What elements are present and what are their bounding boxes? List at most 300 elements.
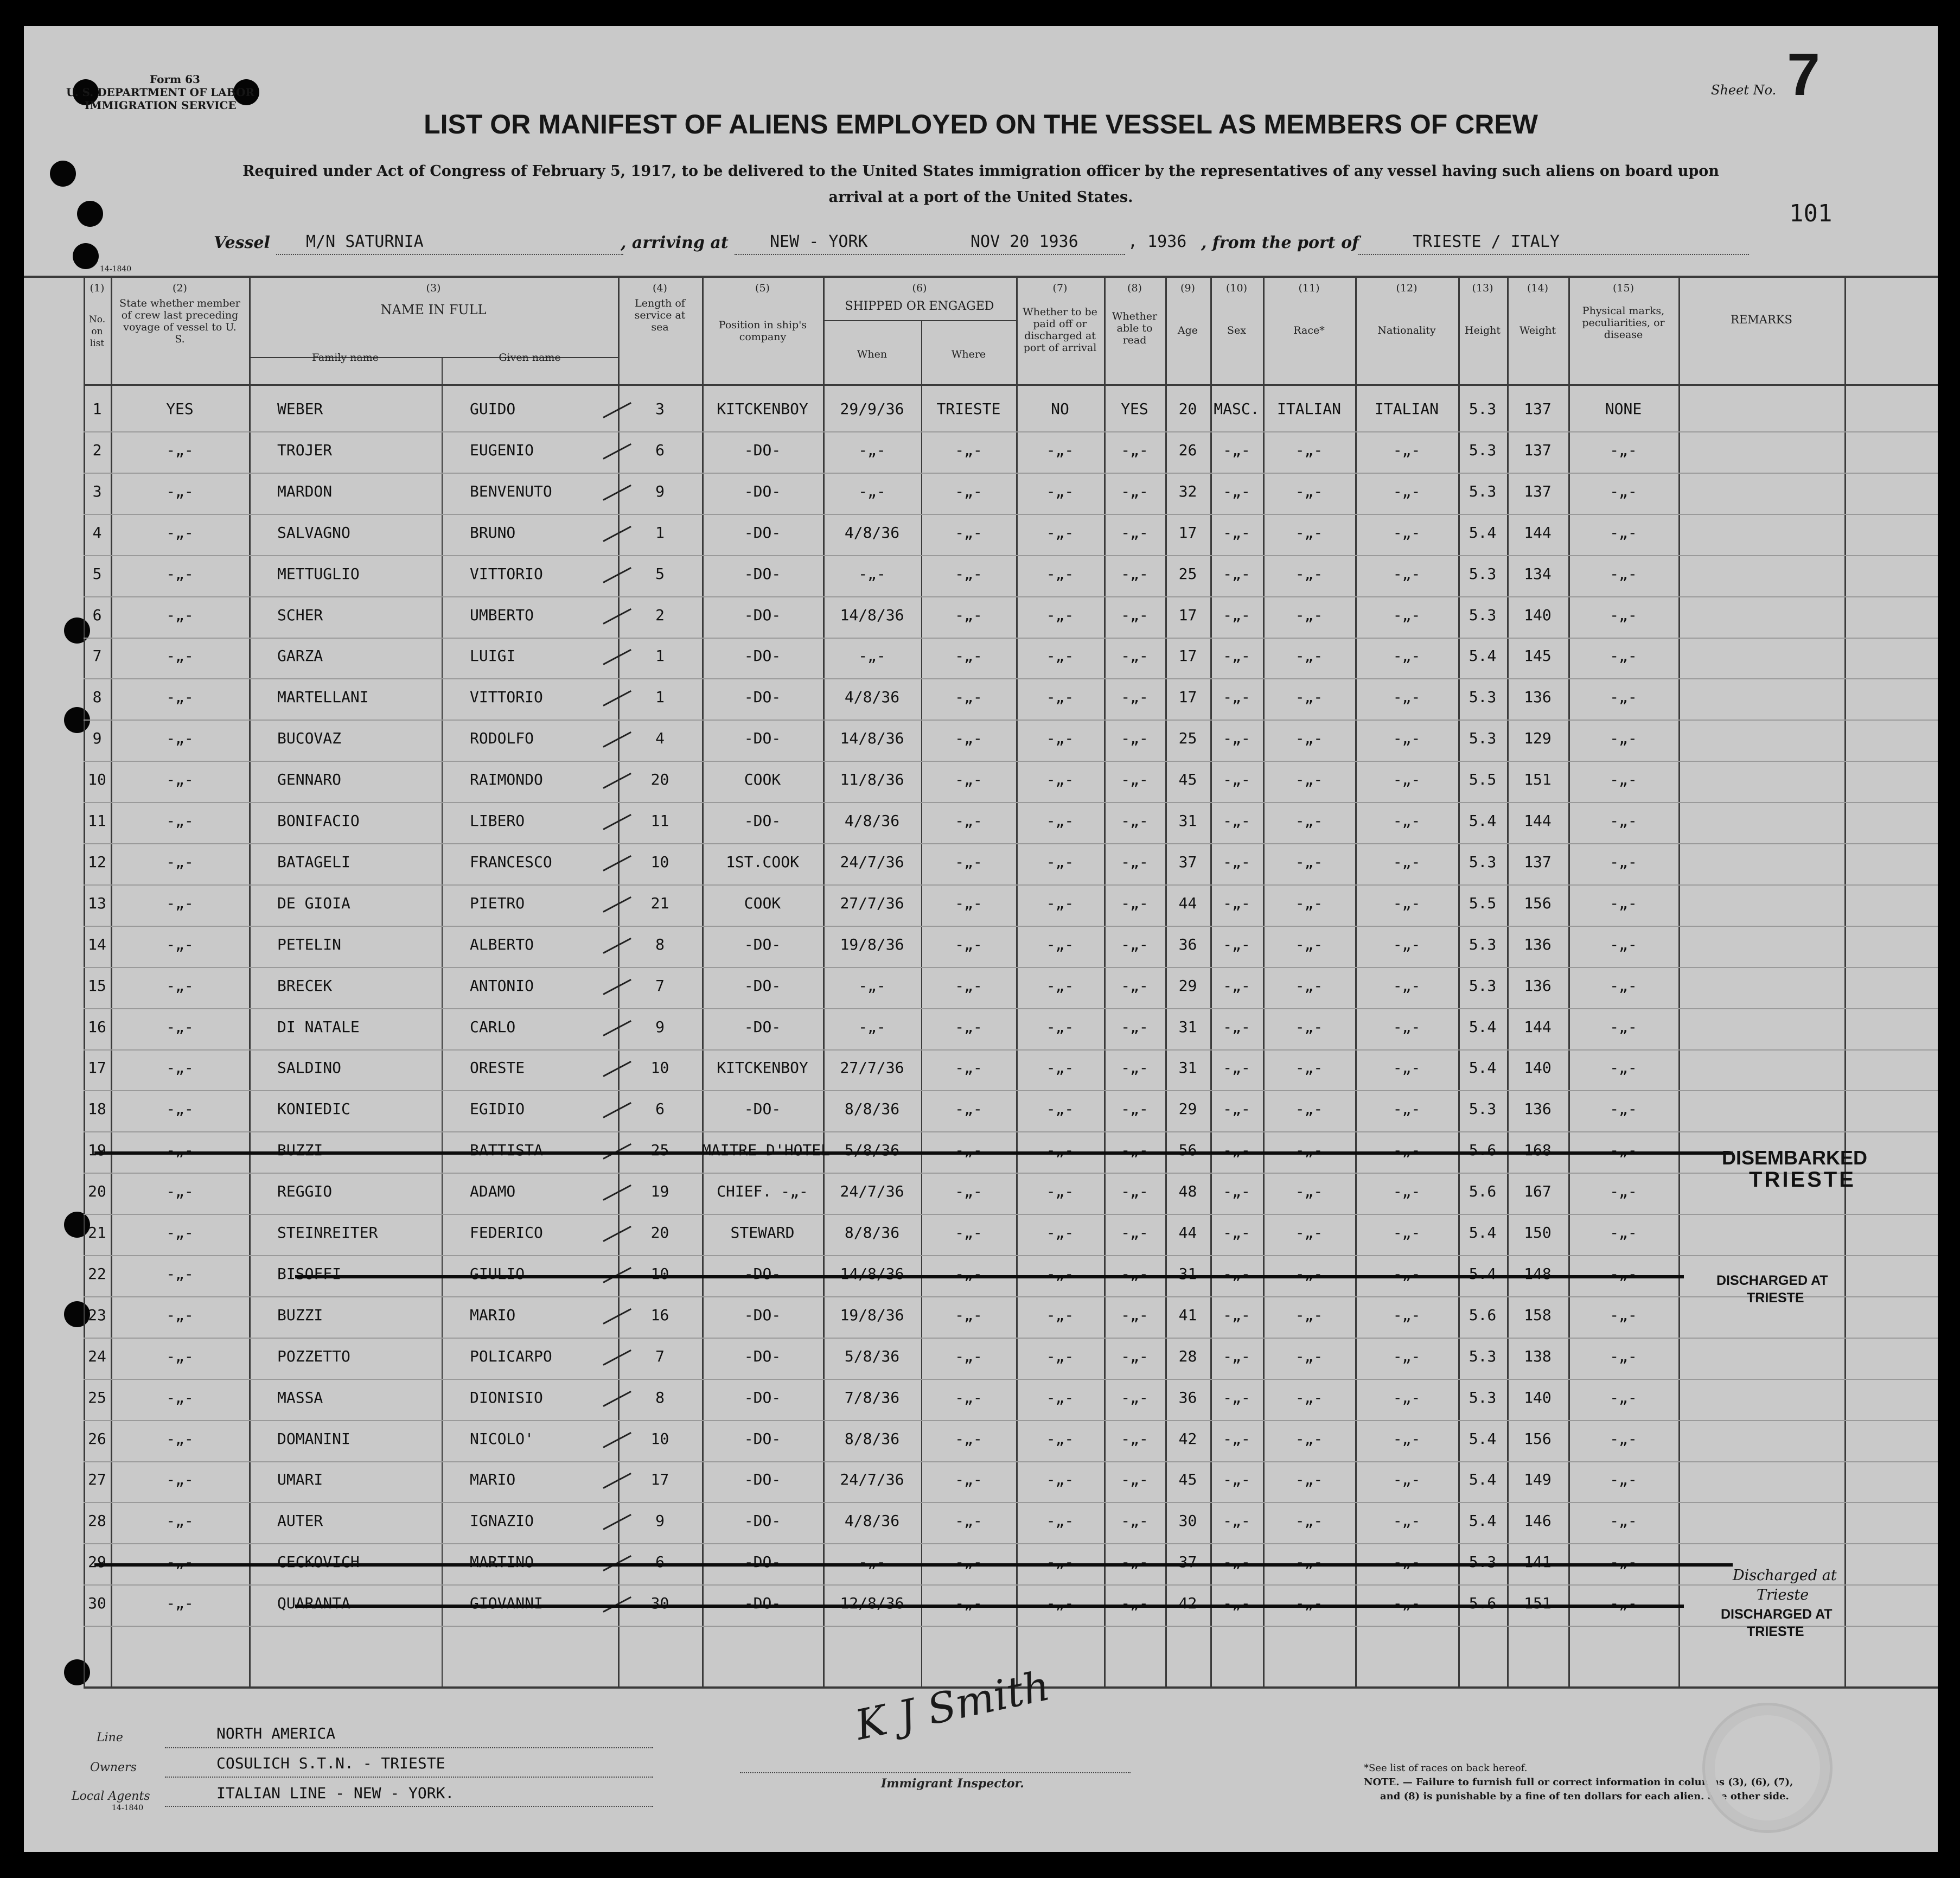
engaged-when: 19/8/36 [840,935,904,953]
position: -DO- [744,1018,781,1036]
family-name: DE GIOIA [277,894,350,912]
row-number: 12 [88,853,106,871]
engaged-where: -„- [955,1224,982,1242]
age: 31 [1178,1059,1197,1077]
family-name: SALDINO [277,1059,342,1077]
paid-off: -„- [1046,771,1074,788]
sex: -„- [1223,894,1250,912]
position: -DO- [744,565,781,583]
remark-handwritten-port: Trieste [1757,1587,1809,1603]
given-name: GIOVANNI [470,1594,543,1612]
weight: 158 [1524,1306,1552,1324]
family-name: METTUGLIO [277,565,360,583]
sex: -„- [1223,1430,1250,1448]
engaged-when: 8/8/36 [844,1224,900,1242]
col-header-able-to-read: Whether able to read [1112,310,1158,346]
length-of-service: 19 [650,1182,669,1200]
physical-marks: NONE [1605,400,1642,418]
given-name: FEDERICO [470,1224,543,1242]
previous-voyage: -„- [166,1265,194,1283]
engaged-when: 24/7/36 [840,1470,904,1488]
nationality: -„- [1393,1182,1421,1200]
row-rule [84,926,1938,927]
able-to-read: -„- [1121,606,1148,624]
length-of-service: 1 [655,647,665,665]
able-to-read: -„- [1121,935,1148,953]
previous-voyage: -„- [166,977,194,995]
engaged-when: 7/8/36 [844,1389,900,1406]
col-header-family-name: Family name [312,352,379,364]
col-header-when: When [857,348,888,360]
physical-marks: -„- [1610,935,1637,953]
height: 5.3 [1469,729,1497,747]
height: 5.4 [1469,1430,1497,1448]
age: 41 [1178,1306,1197,1324]
able-to-read: -„- [1121,771,1148,788]
able-to-read: -„- [1121,647,1148,665]
paid-off: -„- [1046,1265,1074,1283]
row-number: 25 [88,1389,106,1406]
paid-off: -„- [1046,688,1074,706]
able-to-read: -„- [1121,524,1148,542]
paid-off: -„- [1046,1224,1074,1242]
nationality: -„- [1393,1141,1421,1159]
sex: -„- [1223,1306,1250,1324]
engaged-where: -„- [955,482,982,500]
given-name: BRUNO [470,524,516,542]
paid-off: -„- [1046,1018,1074,1036]
line-dotted-line [165,1747,653,1748]
height: 5.4 [1469,1265,1497,1283]
age: 32 [1178,482,1197,500]
height: 5.4 [1469,1018,1497,1036]
engaged-when: -„- [858,441,886,459]
length-of-service: 9 [655,1018,665,1036]
row-rule [84,1214,1938,1215]
family-name: STEINREITER [277,1224,378,1242]
given-name: ANTONIO [470,977,534,995]
height: 5.6 [1469,1594,1497,1612]
age: 45 [1178,1470,1197,1488]
nationality: -„- [1393,1265,1421,1283]
col-header-remarks: REMARKS [1731,313,1792,326]
weight: 145 [1524,647,1552,665]
previous-voyage: -„- [166,482,194,500]
position: -DO- [744,935,781,953]
row-rule [84,967,1938,968]
shipped-subheader-rule [823,320,1016,321]
nationality: -„- [1393,1100,1421,1118]
physical-marks: -„- [1610,441,1637,459]
remark-disembarked: DISEMBARKED [1722,1147,1868,1169]
able-to-read: -„- [1121,482,1148,500]
race: -„- [1295,1306,1323,1324]
weight: 144 [1524,812,1552,830]
engaged-where: -„- [955,441,982,459]
length-of-service: 10 [650,853,669,871]
family-name: BUZZI [277,1141,323,1159]
engaged-when: -„- [858,1553,886,1571]
strike-through-line [295,1275,1684,1278]
weight: 141 [1524,1553,1552,1571]
race: -„- [1295,1100,1323,1118]
engaged-when: 27/7/36 [840,894,904,912]
physical-marks: -„- [1610,1059,1637,1077]
given-name: BATTISTA [470,1141,543,1159]
age: 31 [1178,812,1197,830]
able-to-read: -„- [1121,1470,1148,1488]
given-name: CARLO [470,1018,516,1036]
previous-voyage: -„- [166,1430,194,1448]
height: 5.3 [1469,565,1497,583]
sex: -„- [1223,812,1250,830]
sheet-number: 7 [1787,41,1821,108]
length-of-service: 1 [655,688,665,706]
race: ITALIAN [1276,400,1341,418]
arrival-port: NEW - YORK [770,232,868,251]
table-top-border [24,276,1938,278]
form-code: 14-1840 [100,265,132,273]
engaged-where: -„- [955,647,982,665]
height: 5.4 [1469,524,1497,542]
length-of-service: 16 [650,1306,669,1324]
row-rule [84,1338,1938,1339]
nationality: -„- [1393,1018,1421,1036]
length-of-service: 6 [655,441,665,459]
previous-voyage: -„- [166,812,194,830]
age: 31 [1178,1018,1197,1036]
weight: 140 [1524,1389,1552,1406]
race: -„- [1295,1594,1323,1612]
engaged-where: -„- [955,1430,982,1448]
previous-voyage: -„- [166,853,194,871]
able-to-read: -„- [1121,1018,1148,1036]
given-name: MARIO [470,1470,516,1488]
physical-marks: -„- [1610,812,1637,830]
able-to-read: YES [1121,400,1148,418]
arriving-label: , arriving at [621,233,729,252]
engaged-where: -„- [955,1389,982,1406]
given-name: ADAMO [470,1182,516,1200]
nationality: -„- [1393,853,1421,871]
position: COOK [744,771,781,788]
length-of-service: 5 [655,565,665,583]
weight: 136 [1524,1100,1552,1118]
sex: -„- [1223,688,1250,706]
row-rule [84,761,1938,762]
engaged-where: -„- [955,524,982,542]
given-name: MARIO [470,1306,516,1324]
race: -„- [1295,1470,1323,1488]
weight: 136 [1524,977,1552,995]
table-row [24,1257,1938,1297]
row-rule [84,1420,1938,1421]
sex: -„- [1223,441,1250,459]
height: 5.5 [1469,894,1497,912]
position: -DO- [744,1512,781,1530]
paid-off: -„- [1046,1389,1074,1406]
length-of-service: 7 [655,977,665,995]
race: -„- [1295,1265,1323,1283]
position: KITCKENBOY [717,400,808,418]
paid-off: -„- [1046,1347,1074,1365]
given-name: DIONISIO [470,1389,543,1406]
physical-marks: -„- [1610,1512,1637,1530]
col-header-name-in-full: NAME IN FULL [380,302,487,317]
engaged-where: -„- [955,1553,982,1571]
weight: 151 [1524,771,1552,788]
paid-off: -„- [1046,812,1074,830]
family-name: SALVAGNO [277,524,350,542]
sex: -„- [1223,606,1250,624]
age: 48 [1178,1182,1197,1200]
engaged-where: TRIESTE [936,400,1001,418]
race: -„- [1295,482,1323,500]
nationality: -„- [1393,565,1421,583]
physical-marks: -„- [1610,729,1637,747]
table-row [24,845,1938,886]
sex: -„- [1223,1594,1250,1612]
height: 5.4 [1469,647,1497,665]
previous-voyage: -„- [166,1389,194,1406]
col-header-height: Height [1465,324,1501,336]
race: -„- [1295,1553,1323,1571]
table-row [24,1545,1938,1586]
previous-voyage: YES [166,400,194,418]
paid-off: -„- [1046,935,1074,953]
paid-off: -„- [1046,977,1074,995]
sex: -„- [1223,1224,1250,1242]
length-of-service: 9 [655,1512,665,1530]
length-of-service: 10 [650,1430,669,1448]
sex: -„- [1223,853,1250,871]
length-of-service: 6 [655,1100,665,1118]
table-row [24,1092,1938,1132]
engaged-where: -„- [955,1141,982,1159]
family-name: REGGIO [277,1182,333,1200]
row-number: 2 [92,441,102,459]
nationality: -„- [1393,977,1421,995]
previous-voyage: -„- [166,1470,194,1488]
races-note: *See list of races on back hereof. [1364,1762,1528,1774]
paid-off: -„- [1046,1430,1074,1448]
weight: 146 [1524,1512,1552,1530]
length-of-service: 21 [650,894,669,912]
row-number: 11 [88,812,106,830]
paid-off: -„- [1046,1470,1074,1488]
paid-off: NO [1051,400,1069,418]
able-to-read: -„- [1121,1182,1148,1200]
position: -DO- [744,1470,781,1488]
engaged-where: -„- [955,812,982,830]
weight: 144 [1524,524,1552,542]
able-to-read: -„- [1121,1553,1148,1571]
paid-off: -„- [1046,1100,1074,1118]
paid-off: -„- [1046,1594,1074,1612]
sex: -„- [1223,1059,1250,1077]
length-of-service: 17 [650,1470,669,1488]
race: -„- [1295,1018,1323,1036]
punch-hole [64,1659,90,1685]
nationality: -„- [1393,1389,1421,1406]
position: MAITRE D'HOTEL [702,1141,831,1159]
row-number: 26 [88,1430,106,1448]
paid-off: -„- [1046,894,1074,912]
engaged-when: -„- [858,1018,886,1036]
sex: -„- [1223,1018,1250,1036]
table-row [24,1422,1938,1462]
physical-marks: -„- [1610,1553,1637,1571]
physical-marks: -„- [1610,688,1637,706]
height: 5.4 [1469,812,1497,830]
subtitle-line-2: arrival at a port of the United States. [828,189,1133,206]
given-name: VITTORIO [470,688,543,706]
nationality: -„- [1393,1306,1421,1324]
nationality: -„- [1393,771,1421,788]
family-name: SCHER [277,606,323,624]
engaged-when: 14/8/36 [840,729,904,747]
previous-voyage: -„- [166,1224,194,1242]
race: -„- [1295,1430,1323,1448]
arrival-dotted-line [735,254,1125,255]
given-name: VITTORIO [470,565,543,583]
row-rule [84,678,1938,679]
family-name: AUTER [277,1512,323,1530]
sex: -„- [1223,1347,1250,1365]
physical-marks: -„- [1610,606,1637,624]
engaged-where: -„- [955,1306,982,1324]
sex: -„- [1223,771,1250,788]
engaged-where: -„- [955,688,982,706]
family-name: WEBER [277,400,323,418]
family-name: GARZA [277,647,323,665]
physical-marks: -„- [1610,1141,1637,1159]
given-name: GUIDO [470,400,516,418]
engaged-where: -„- [955,1182,982,1200]
table-row [24,1380,1938,1421]
row-number: 29 [88,1553,106,1571]
age: 37 [1178,1553,1197,1571]
weight: 138 [1524,1347,1552,1365]
table-row [24,392,1938,432]
physical-marks: -„- [1610,1224,1637,1242]
height: 5.6 [1469,1141,1497,1159]
col-header-paid-off: Whether to be paid off or discharged at port of arrival [1023,306,1097,354]
previous-voyage: -„- [166,1018,194,1036]
row-rule [84,1173,1938,1174]
row-number: 20 [88,1182,106,1200]
paid-off: -„- [1046,565,1074,583]
table-row [24,1051,1938,1091]
height: 5.3 [1469,1347,1497,1365]
engaged-where: -„- [955,1265,982,1283]
race: -„- [1295,1059,1323,1077]
engaged-when: 5/8/36 [844,1347,900,1365]
sex: -„- [1223,1470,1250,1488]
paid-off: -„- [1046,524,1074,542]
col-header-where: Where [951,348,986,360]
age: 26 [1178,441,1197,459]
departure-port: TRIESTE / ITALY [1413,232,1560,251]
nationality: -„- [1393,1059,1421,1077]
able-to-read: -„- [1121,1430,1148,1448]
position: -DO- [744,1389,781,1406]
table-row [24,1215,1938,1256]
sex: MASC. [1214,400,1260,418]
race: -„- [1295,935,1323,953]
physical-marks: -„- [1610,771,1637,788]
age: 25 [1178,565,1197,583]
col-header-nationality: Nationality [1377,324,1436,336]
position: -DO- [744,1594,781,1612]
height: 5.3 [1469,1389,1497,1406]
position: COOK [744,894,781,912]
length-of-service: 10 [650,1059,669,1077]
weight: 137 [1524,400,1552,418]
table-row [24,680,1938,721]
engaged-where: -„- [955,977,982,995]
row-number: 28 [88,1512,106,1530]
position: -DO- [744,1100,781,1118]
age: 42 [1178,1430,1197,1448]
col-header-given-name: Given name [499,352,561,364]
able-to-read: -„- [1121,853,1148,871]
height: 5.3 [1469,400,1497,418]
race: -„- [1295,1512,1323,1530]
given-name: LIBERO [470,812,525,830]
previous-voyage: -„- [166,1553,194,1571]
row-number: 27 [88,1470,106,1488]
previous-voyage: -„- [166,647,194,665]
nationality: -„- [1393,729,1421,747]
nationality: -„- [1393,647,1421,665]
row-rule [84,1255,1938,1256]
weight: 136 [1524,935,1552,953]
table-row [24,515,1938,556]
physical-marks: -„- [1610,1018,1637,1036]
previous-voyage: -„- [166,688,194,706]
previous-voyage: -„- [166,565,194,583]
col-header-num: (5) [755,282,770,294]
engaged-when: 24/7/36 [840,1182,904,1200]
position: -DO- [744,1265,781,1283]
weight: 136 [1524,688,1552,706]
sex: -„- [1223,1141,1250,1159]
age: 36 [1178,1389,1197,1406]
engaged-when: 5/8/36 [844,1141,900,1159]
agents-dotted-line [165,1806,653,1807]
physical-marks: -„- [1610,524,1637,542]
inspector-dotted-line [740,1772,1131,1773]
engaged-where: -„- [955,1100,982,1118]
position: -DO- [744,1430,781,1448]
row-rule [84,1090,1938,1091]
family-name: UMARI [277,1470,323,1488]
nationality: -„- [1393,441,1421,459]
engaged-where: -„- [955,1059,982,1077]
given-name: LUIGI [470,647,516,665]
position: -DO- [744,1553,781,1571]
table-row [24,1298,1938,1339]
age: 45 [1178,771,1197,788]
given-name: PIETRO [470,894,525,912]
paid-off: -„- [1046,482,1074,500]
row-rule [84,802,1938,803]
length-of-service: 10 [650,1265,669,1283]
row-rule [84,431,1938,432]
weight: 168 [1524,1141,1552,1159]
age: 56 [1178,1141,1197,1159]
